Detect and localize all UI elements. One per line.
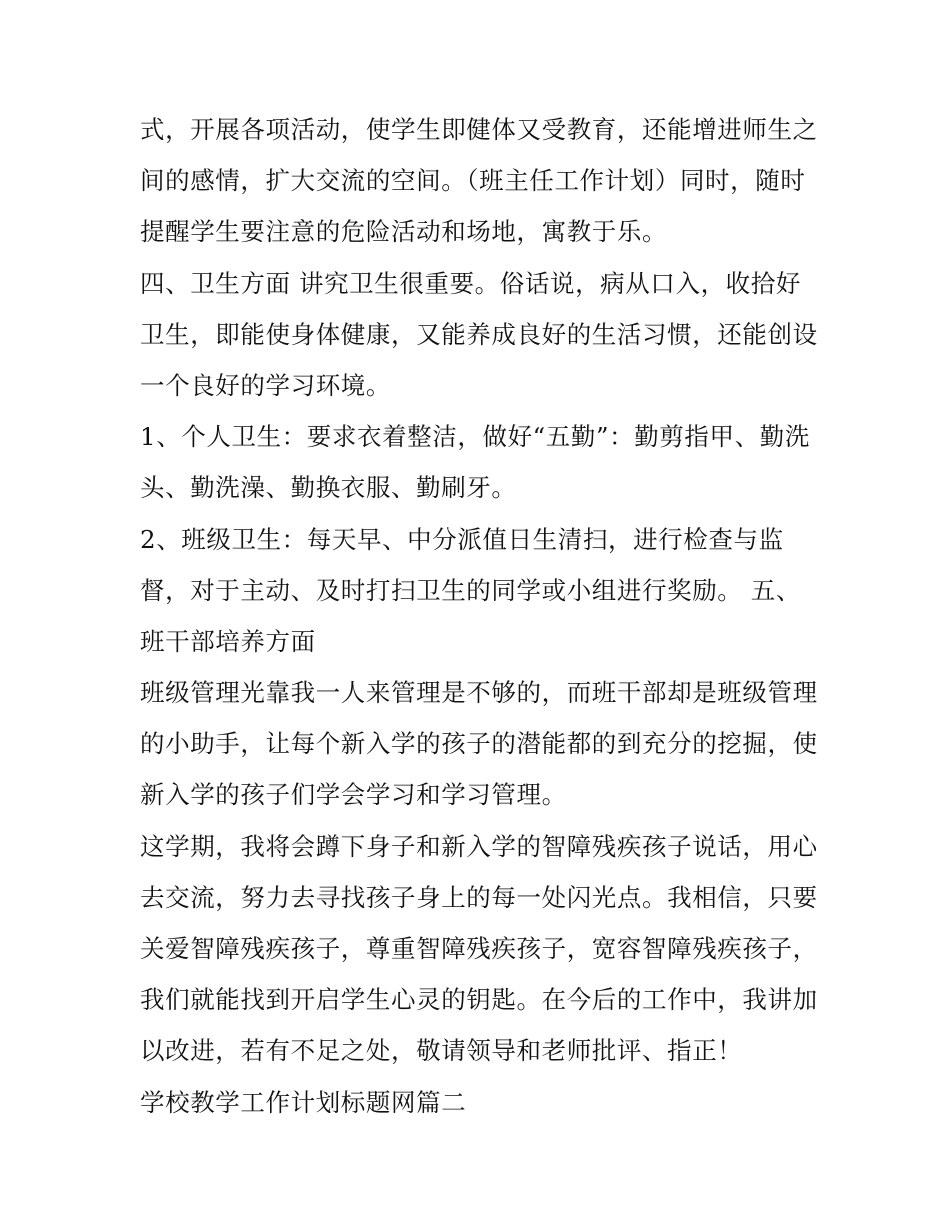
list-item-line: 2、班级卫生：每天早、中分派值日生清扫，进行检查与监 — [140, 524, 784, 554]
text-line: 关爱智障残疾孩子，尊重智障残疾孩子，宽容智障残疾孩子， — [140, 934, 818, 963]
text-line: 我们就能找到开启学生心灵的钥匙。在今后的工作中，我讲加 — [140, 985, 818, 1015]
text-line: 间的感情，扩大交流的空间。（班主任工作计划）同时，随时 — [140, 166, 806, 196]
text-line: 头、勤洗澡、勤换衣服、勤刷牙。 — [140, 473, 517, 503]
text-line: 的小助手，让每个新入学的孩子的潜能都的到充分的挖掘，使 — [140, 729, 818, 759]
document-body — [140, 104, 820, 1128]
text-line: 这学期，我将会蹲下身子和新入学的智障残疾孩子说话，用心 — [140, 831, 818, 861]
text-line: 去交流，努力去寻找孩子身上的每一处闪光点。我相信，只要 — [140, 882, 818, 912]
section-heading-line: 四、卫生方面 讲究卫生很重要。俗话说，病从口入，收拾好 — [140, 268, 801, 298]
text-line: 卫生，即能使身体健康，又能养成良好的生活习惯，还能创设 — [140, 319, 818, 349]
text-line: 新入学的孩子们学会学习和学习管理。 — [140, 780, 567, 810]
section-heading-line: 班干部培养方面 — [140, 626, 316, 656]
text-line: 提醒学生要注意的危险活动和场地，寓教于乐。 — [140, 217, 668, 247]
text-line: 督，对于主动、及时打扫卫生的同学或小组进行奖励。 五、 — [140, 575, 801, 605]
document-title-line: 学校教学工作计划标题网篇二 — [140, 1087, 467, 1117]
text-line: 式，开展各项活动，使学生即健体又受教育，还能增进师生之 — [140, 115, 818, 144]
list-item-line: 1、个人卫生：要求衣着整洁，做好“五勤”：勤剪指甲、勤洗 — [140, 422, 810, 452]
text-line: 一个良好的学习环境。 — [140, 370, 391, 400]
text-line: 班级管理光靠我一人来管理是不够的，而班干部却是班级管理 — [140, 678, 818, 708]
text-line: 以改进，若有不足之处，敬请领导和老师批评、指正！ — [140, 1036, 743, 1066]
